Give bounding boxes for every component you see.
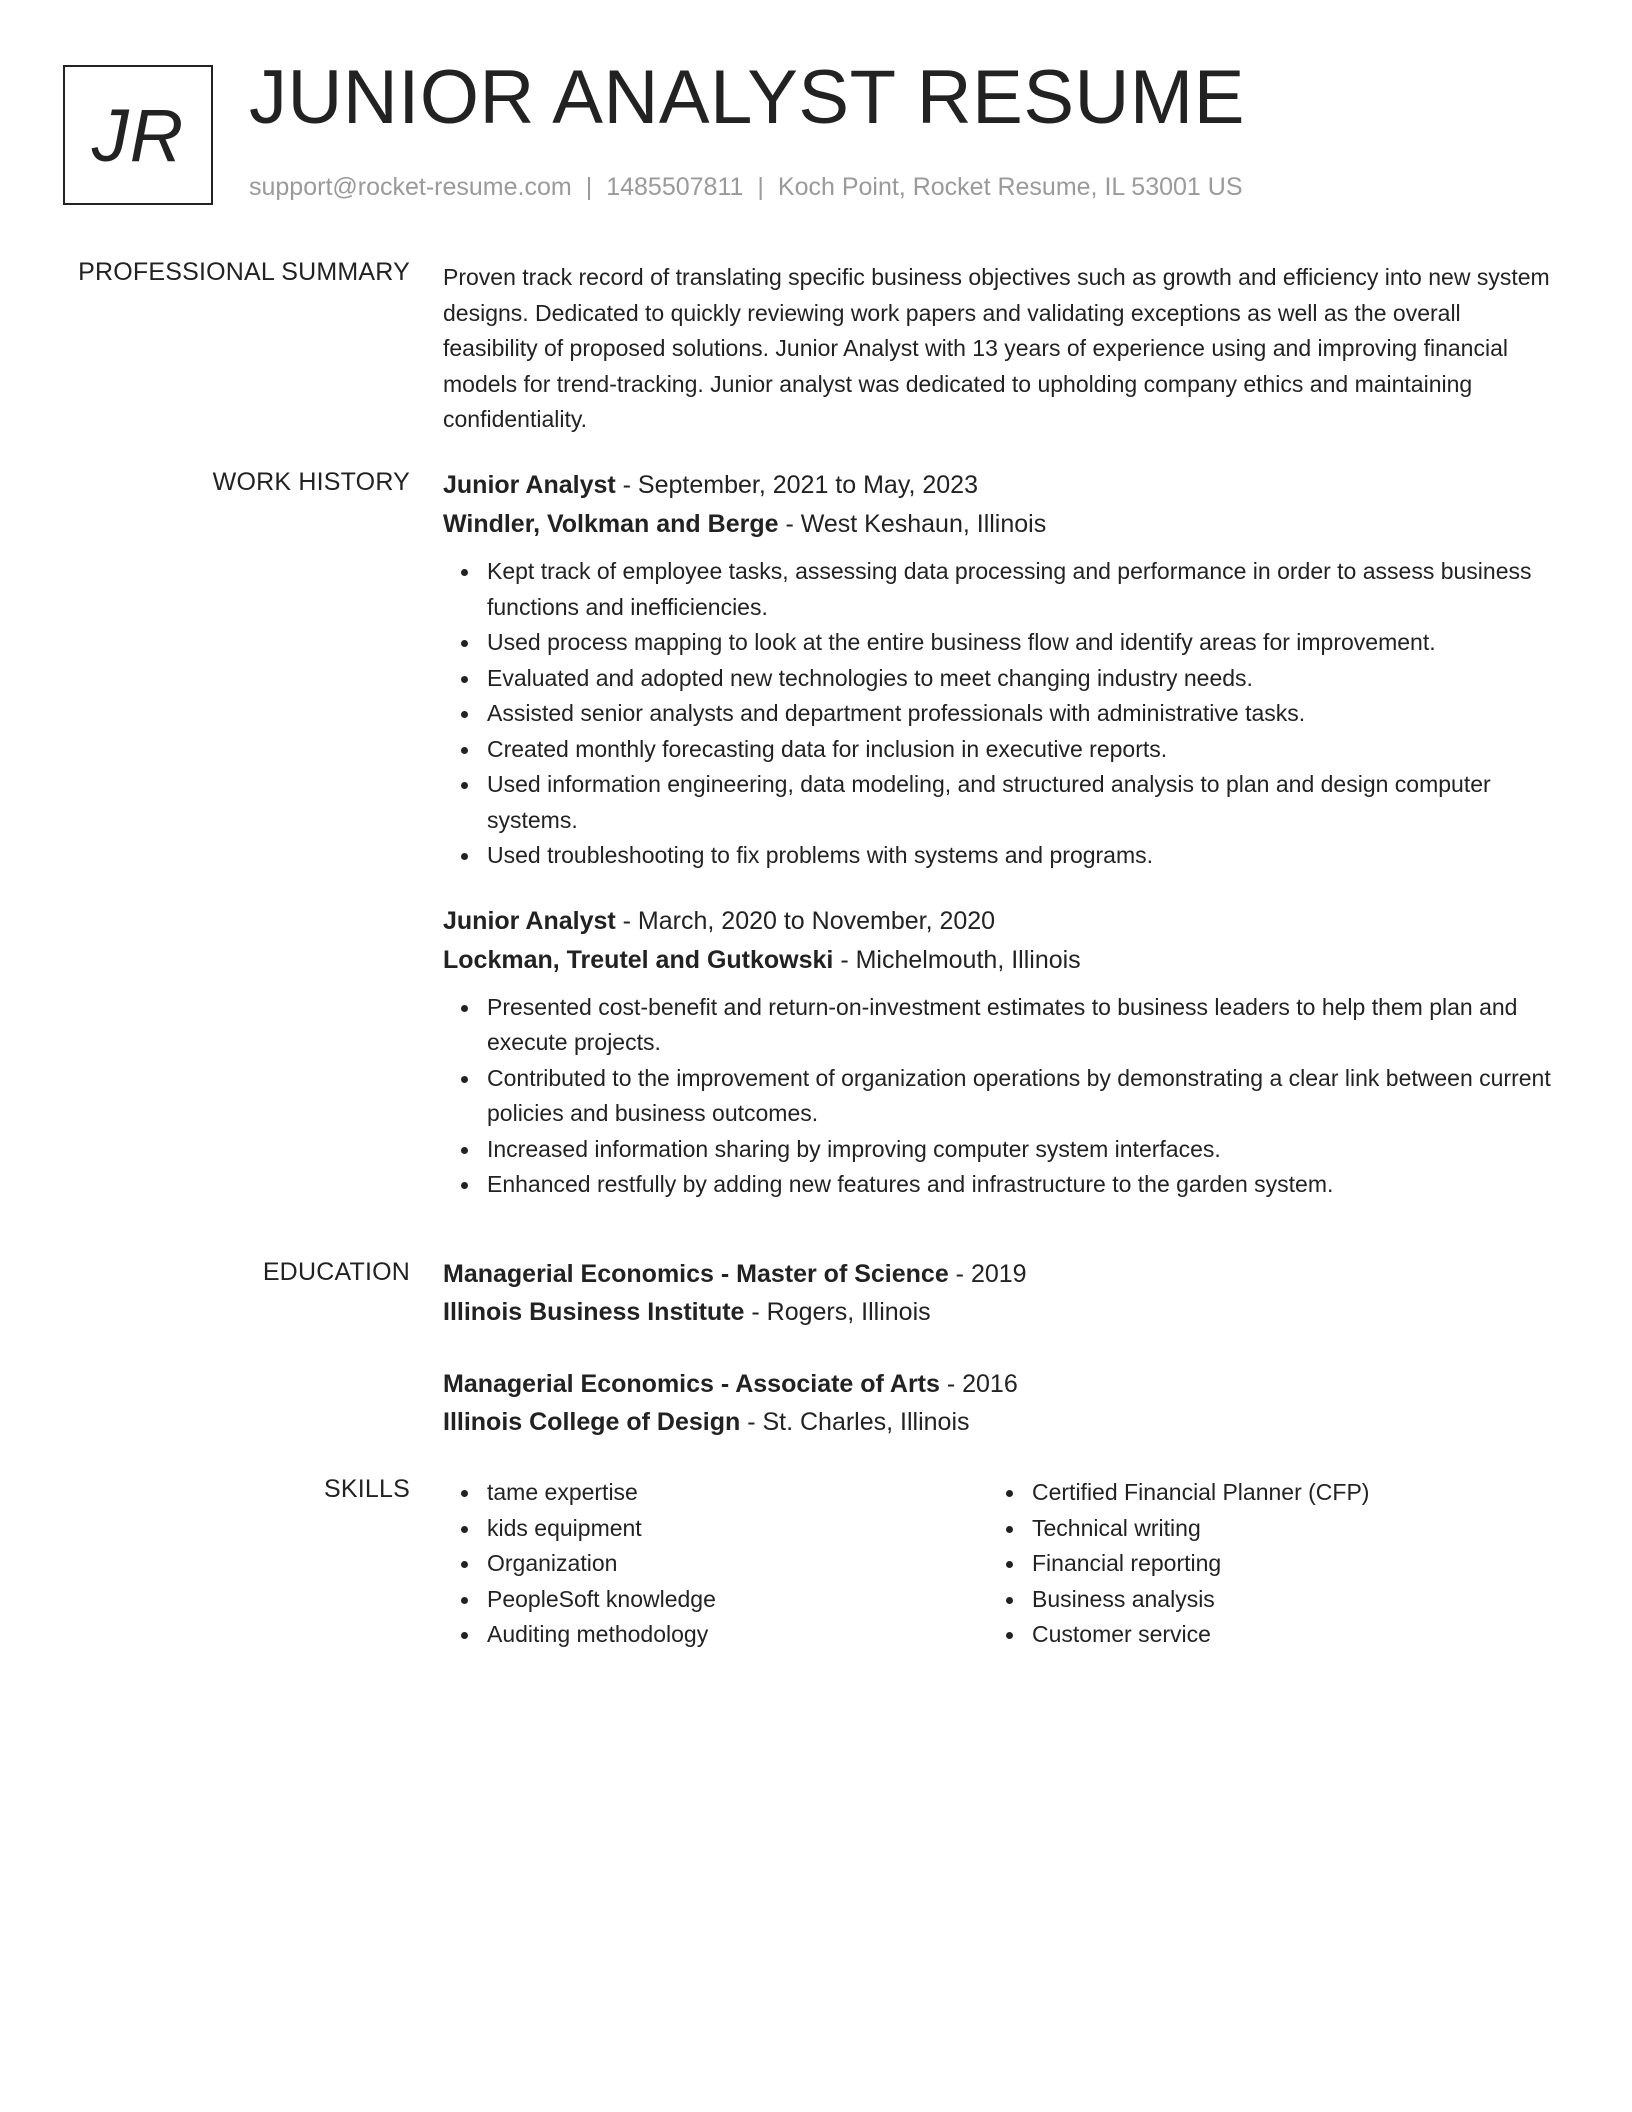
job-location: - Michelmouth, Illinois: [833, 945, 1081, 974]
summary-heading: PROFESSIONAL SUMMARY: [78, 258, 410, 286]
job-bullet: Used troubleshooting to fix problems with systems and programs.: [487, 838, 1553, 874]
skill-item: Customer service: [1032, 1617, 1533, 1653]
job-dates: - September, 2021 to May, 2023: [615, 471, 978, 499]
skills-column-right: [988, 1475, 1533, 1653]
job-bullet: Used information engineering, data modeling, and structured analysis to plan and design computer systems.: [487, 767, 1553, 838]
job-bullet: Created monthly forecasting data for inclusion in executive reports.: [487, 732, 1553, 768]
skills-heading: SKILLS: [324, 1475, 410, 1503]
education-year: - 2019: [948, 1260, 1027, 1288]
education-school: Illinois Business Institute: [443, 1297, 745, 1326]
education-location: - Rogers, Illinois: [744, 1297, 931, 1326]
education-degree: Managerial Economics - Associate of Arts: [443, 1370, 940, 1398]
job-title-line: [443, 466, 1553, 505]
resume-title: JUNIOR ANALYST RESUME: [249, 55, 1245, 140]
education-degree: Managerial Economics - Master of Science: [443, 1260, 949, 1288]
initials-monogram: [63, 65, 213, 205]
job-bullet: Kept track of employee tasks, assessing data processing and performance in order to assess business functions and inefficiencies.: [487, 554, 1553, 625]
education-school-line: [443, 1404, 1553, 1442]
skills-list: [988, 1475, 1533, 1653]
skill-item: Business analysis: [1032, 1582, 1533, 1618]
skills-columns: [443, 1475, 1553, 1653]
education-body: [443, 1256, 1553, 1441]
contact-phone: 1485507811: [606, 173, 744, 201]
initials-text: JR: [91, 93, 185, 177]
contact-address: Koch Point, Rocket Resume, IL 53001 US: [777, 173, 1243, 201]
education-location: - St. Charles, Illinois: [740, 1407, 970, 1436]
job-title: Junior Analyst: [443, 471, 616, 499]
job-bullet: Enhanced restfully by adding new features and infrastructure to the garden system.: [487, 1167, 1553, 1203]
work-history-body: [443, 466, 1553, 1203]
education-year: - 2016: [939, 1370, 1018, 1398]
skill-item: Financial reporting: [1032, 1546, 1533, 1582]
contact-separator: |: [585, 173, 593, 201]
education-entry: [443, 1256, 1553, 1331]
education-school-line: [443, 1294, 1553, 1332]
job-bullets: [443, 554, 1553, 874]
education-degree-line: [443, 1366, 1553, 1404]
job-dates: - March, 2020 to November, 2020: [615, 906, 996, 935]
job-company: Lockman, Treutel and Gutkowski: [443, 945, 834, 974]
job-entry: [443, 902, 1553, 1203]
education-school: Illinois College of Design: [443, 1407, 741, 1436]
contact-email: support@rocket-resume.com: [249, 173, 572, 201]
skill-item: Technical writing: [1032, 1511, 1533, 1547]
skill-item: Organization: [487, 1546, 988, 1582]
job-entry: [443, 466, 1553, 874]
skill-item: Certified Financial Planner (CFP): [1032, 1475, 1533, 1511]
skill-item: tame expertise: [487, 1475, 988, 1511]
skill-item: Auditing methodology: [487, 1617, 988, 1653]
summary-body: [443, 260, 1553, 438]
job-company-line: [443, 941, 1553, 980]
job-bullet: Used process mapping to look at the entire business flow and identify areas for improvement.: [487, 625, 1553, 661]
job-title: Junior Analyst: [443, 906, 616, 935]
education-degree-line: [443, 1256, 1553, 1294]
education-heading: EDUCATION: [262, 1258, 410, 1286]
skill-item: kids equipment: [487, 1511, 988, 1547]
skills-body: [443, 1475, 1553, 1653]
skills-list: [443, 1475, 988, 1653]
summary-text: Proven track record of translating specific business objectives such as growth and efficiency into new system designs. Dedicated to quickly reviewing work papers and validating exceptions as well as the overall feasibility of proposed solutions. Junior Analyst with 13 years of experience using and improving financial models for trend-tracking. Junior analyst was dedicated to upholding company ethics and maintaining confidentiality.: [443, 264, 1550, 432]
education-entry: [443, 1366, 1553, 1441]
job-company: Windler, Volkman and Berge: [443, 510, 779, 538]
contact-separator: |: [757, 173, 764, 201]
work-history-heading: WORK HISTORY: [212, 468, 410, 496]
skill-item: PeopleSoft knowledge: [487, 1582, 988, 1618]
job-bullets: [443, 990, 1553, 1203]
contact-line: [249, 173, 1243, 202]
job-bullet: Contributed to the improvement of organization operations by demonstrating a clear link between current policies and business outcomes.: [487, 1061, 1553, 1132]
job-title-line: [443, 902, 1553, 941]
skills-column-left: [443, 1475, 988, 1653]
job-bullet: Evaluated and adopted new technologies to meet changing industry needs.: [487, 661, 1553, 697]
job-bullet: Assisted senior analysts and department professionals with administrative tasks.: [487, 696, 1553, 732]
job-bullet: Presented cost-benefit and return-on-investment estimates to business leaders to help them plan and execute projects.: [487, 990, 1553, 1061]
job-location: - West Keshaun, Illinois: [778, 510, 1047, 538]
job-company-line: [443, 505, 1553, 544]
job-bullet: Increased information sharing by improving computer system interfaces.: [487, 1132, 1553, 1168]
